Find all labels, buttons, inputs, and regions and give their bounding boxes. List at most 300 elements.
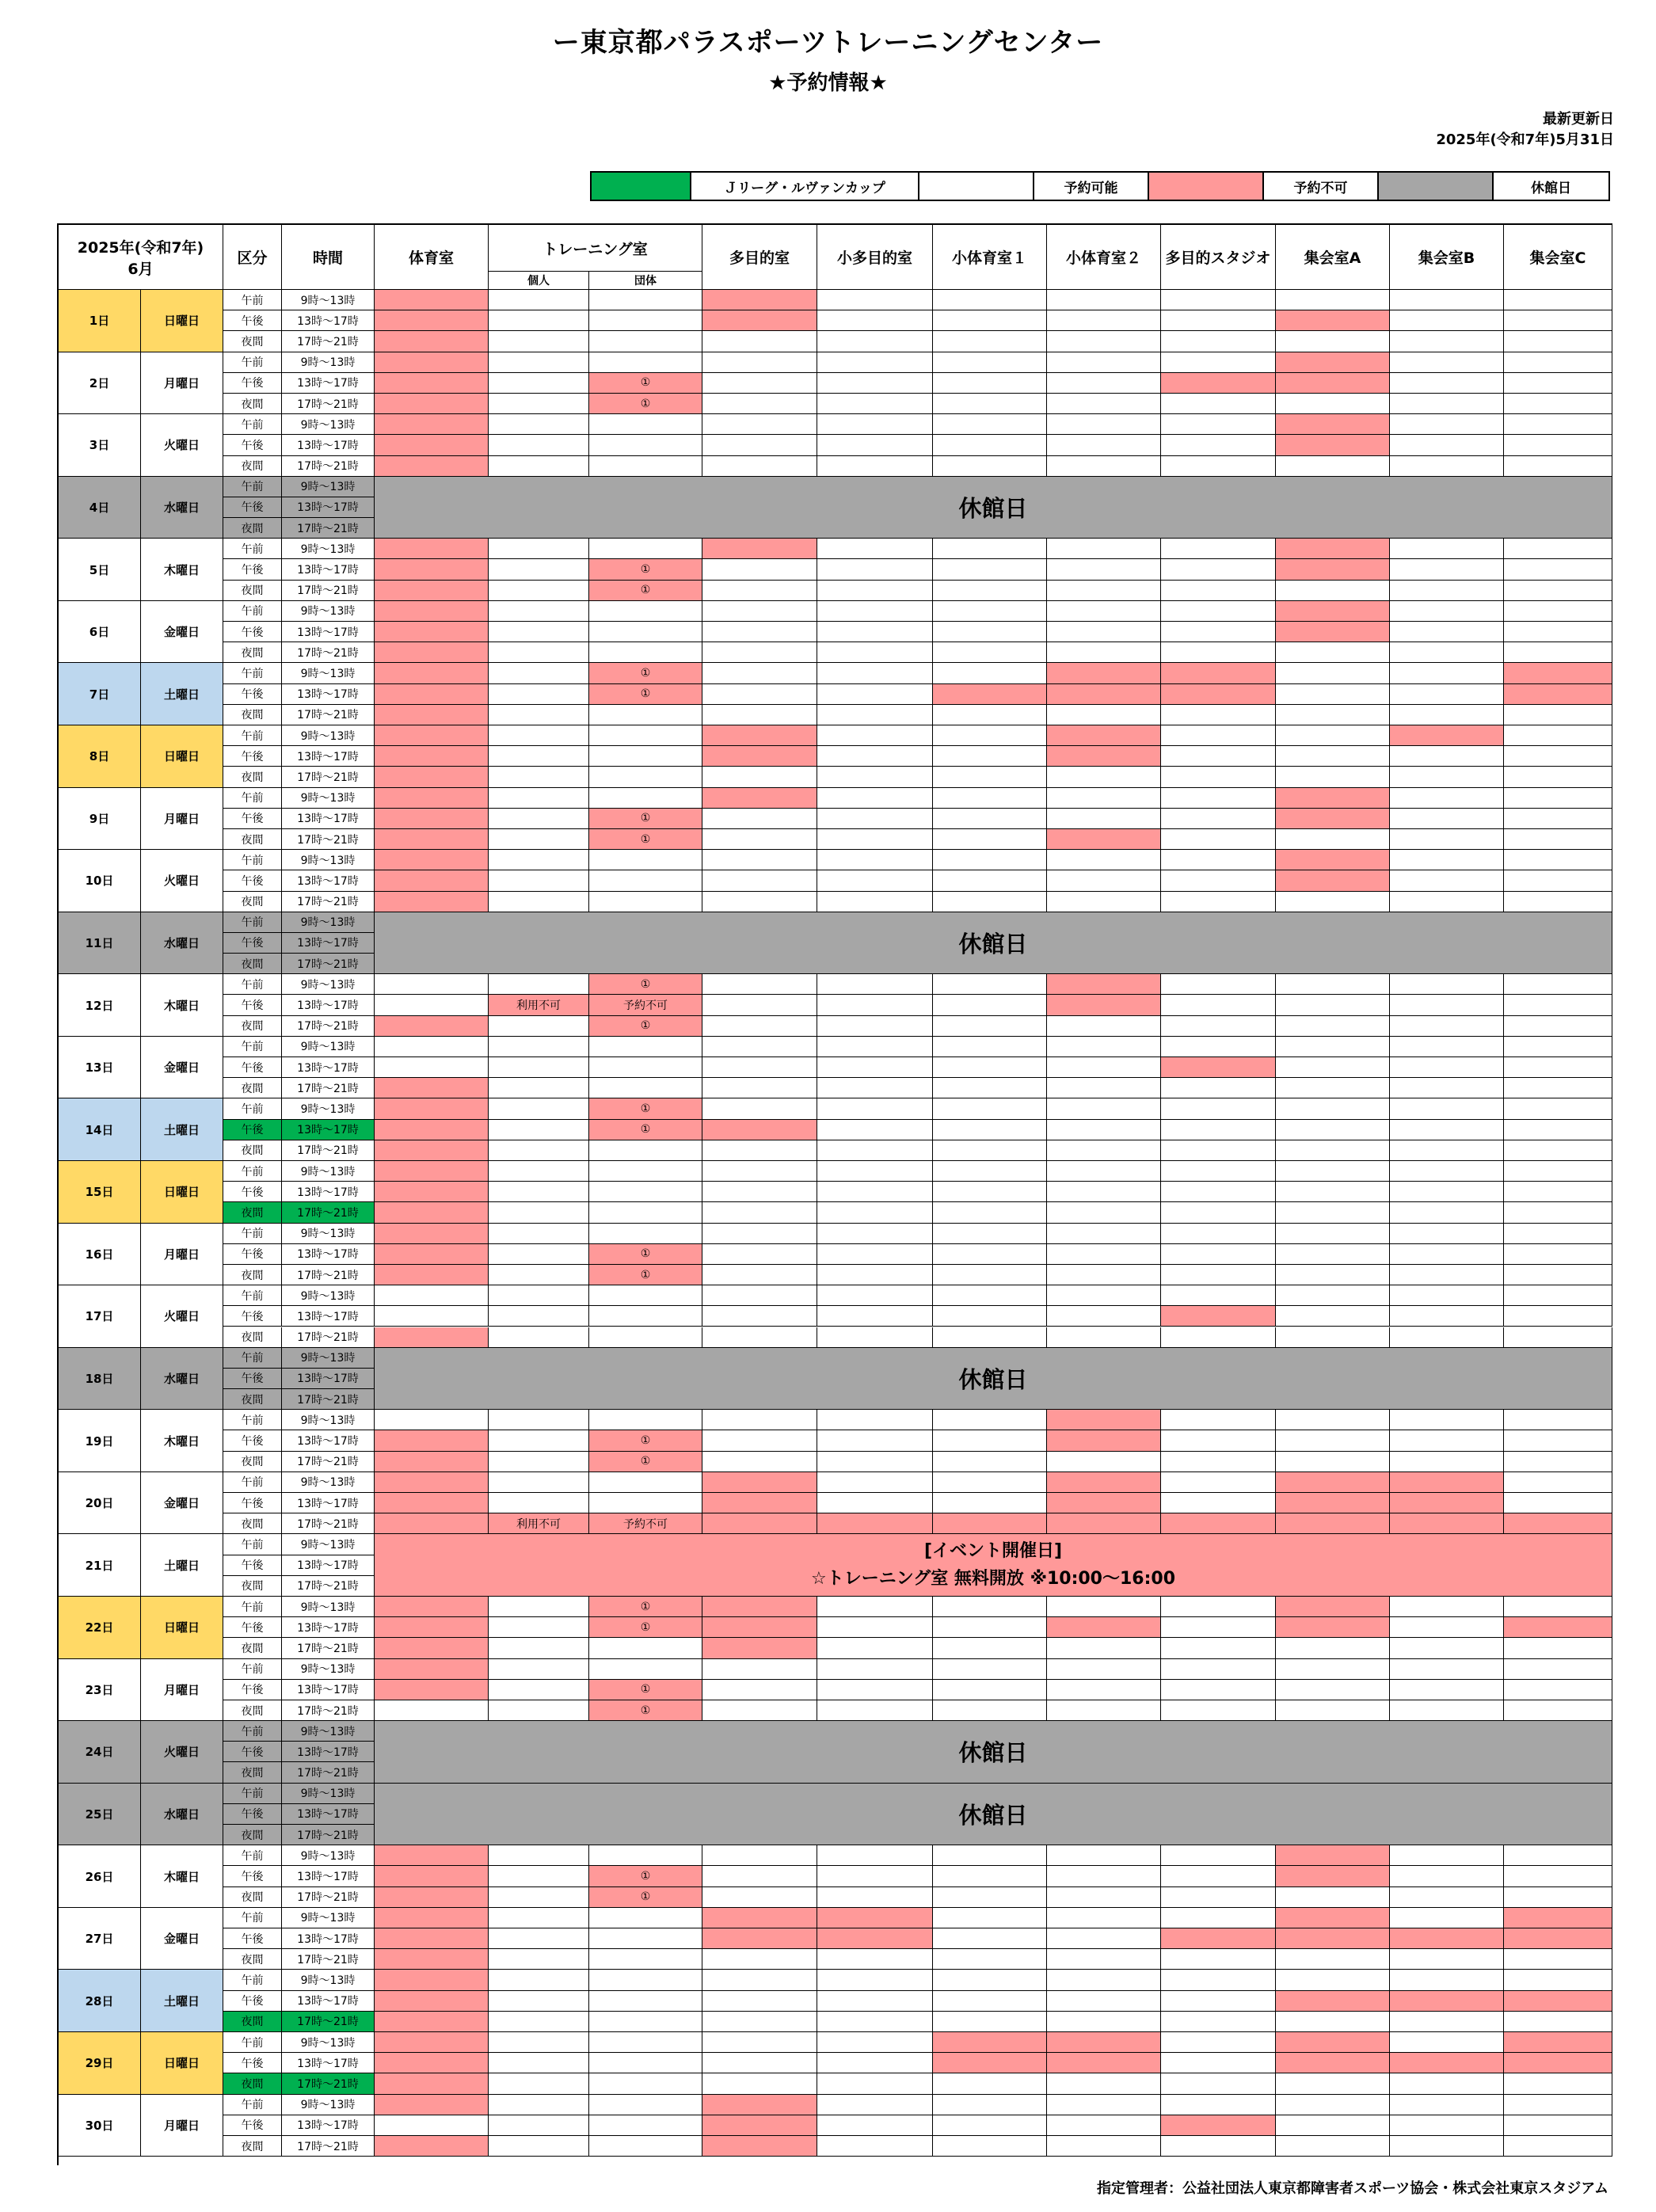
day-weekday: 火曜日 [141, 850, 223, 912]
slot-available [589, 2095, 702, 2115]
slot-available [933, 352, 1047, 373]
slot-available [933, 1493, 1047, 1513]
slot-mark-circle: ① [589, 1597, 702, 1617]
slot-available [489, 1057, 589, 1078]
slot-reserved [1276, 601, 1390, 622]
period-time: 17時～21時 [282, 1825, 375, 1845]
slot-available [702, 1845, 817, 1866]
slot-available [489, 310, 589, 331]
day-date: 2日 [59, 352, 141, 415]
slot-available [1161, 2136, 1276, 2157]
slot-available [817, 995, 933, 1015]
slot-available [1390, 539, 1504, 559]
slot-available [1390, 559, 1504, 580]
day-date: 9日 [59, 788, 141, 851]
slot-available [702, 1991, 817, 2012]
slot-reserved [702, 1928, 817, 1949]
slot-available [933, 829, 1047, 850]
slot-reserved [1161, 1306, 1276, 1327]
slot-available [489, 456, 589, 477]
slot-available [1504, 2136, 1612, 2157]
event-title: [イベント開催日] [923, 1541, 1063, 1562]
slot-available [1161, 1597, 1276, 1617]
period-label: 午前 [223, 1659, 282, 1680]
slot-available [489, 1098, 589, 1119]
slot-available [1161, 642, 1276, 663]
slot-reserved [1390, 1928, 1504, 1949]
day-weekday: 日曜日 [141, 725, 223, 788]
legend [590, 171, 1610, 201]
day-date: 30日 [59, 2095, 141, 2157]
slot-available [1390, 2032, 1504, 2053]
slot-available [1276, 1037, 1390, 1057]
slot-available [817, 1493, 933, 1513]
slot-available [817, 1306, 933, 1327]
slot-available [1047, 2012, 1161, 2032]
slot-available [1504, 1265, 1612, 1285]
slot-available [817, 2012, 933, 2032]
slot-available [817, 1638, 933, 1658]
slot-available [1276, 642, 1390, 663]
period-time: 17時～21時 [282, 954, 375, 974]
slot-available [1390, 373, 1504, 394]
slot-available [1390, 2073, 1504, 2094]
slot-available [489, 870, 589, 891]
slot-available [1390, 870, 1504, 891]
slot-available [1161, 829, 1276, 850]
period-time: 9時～13時 [282, 1534, 375, 1555]
slot-reserved [1276, 1493, 1390, 1513]
slot-available [489, 1410, 589, 1430]
slot-available [489, 1202, 589, 1223]
slot-available [489, 394, 589, 414]
slot-available [1504, 1182, 1612, 1202]
slot-unbookable: 予約不可 [589, 1513, 702, 1534]
period-label: 夜間 [223, 331, 282, 352]
slot-available [1390, 1597, 1504, 1617]
slot-available [489, 581, 589, 601]
header-room: 集会室A [1276, 225, 1390, 290]
slot-available [817, 331, 933, 352]
period-time: 9時～13時 [282, 1161, 375, 1182]
day-weekday: 木曜日 [141, 974, 223, 1037]
slot-available [1161, 1493, 1276, 1513]
slot-available [933, 705, 1047, 725]
slot-available [489, 1306, 589, 1327]
slot-available [1390, 1098, 1504, 1119]
slot-reserved [702, 2115, 817, 2136]
slot-available [1161, 331, 1276, 352]
slot-mark-circle: ① [589, 1244, 702, 1265]
day-weekday: 金曜日 [141, 1472, 223, 1535]
day-weekday: 日曜日 [141, 1161, 223, 1224]
slot-available [933, 1057, 1047, 1078]
slot-available [489, 1182, 589, 1202]
slot-available [817, 684, 933, 705]
slot-available [1276, 1120, 1390, 1140]
slot-reserved [1276, 870, 1390, 891]
slot-available [817, 663, 933, 683]
slot-available [1161, 1970, 1276, 1990]
period-label: 午前 [223, 1970, 282, 1990]
slot-reserved [1276, 1928, 1390, 1949]
slot-reserved [1161, 684, 1276, 705]
slot-available [1504, 1202, 1612, 1223]
period-label: 午前 [223, 912, 282, 933]
slot-available [489, 1866, 589, 1886]
slot-available [1504, 1970, 1612, 1990]
slot-available [589, 622, 702, 642]
period-label: 午前 [223, 1534, 282, 1555]
slot-available [489, 2095, 589, 2115]
slot-available [933, 2012, 1047, 2032]
slot-reserved [375, 310, 489, 331]
slot-available [1504, 1638, 1612, 1658]
slot-available [489, 290, 589, 310]
slot-available [1047, 1949, 1161, 1970]
day-date: 26日 [59, 1845, 141, 1908]
slot-reserved [702, 1908, 817, 1928]
period-label: 午前 [223, 850, 282, 870]
slot-available [1047, 1037, 1161, 1057]
slot-available [489, 1845, 589, 1866]
slot-available [1047, 290, 1161, 310]
slot-available [589, 1410, 702, 1430]
period-label: 午後 [223, 870, 282, 891]
slot-reserved [375, 394, 489, 414]
slot-available [489, 1452, 589, 1472]
slot-available [489, 767, 589, 787]
period-time: 9時～13時 [282, 2032, 375, 2053]
period-time: 17時～21時 [282, 1265, 375, 1285]
period-time: 13時～17時 [282, 559, 375, 580]
day-date: 7日 [59, 663, 141, 725]
slot-available [1504, 310, 1612, 331]
slot-available [1390, 435, 1504, 455]
slot-available [1047, 1327, 1161, 1348]
period-time: 17時～21時 [282, 1762, 375, 1783]
slot-reserved [1161, 663, 1276, 683]
slot-available [817, 1866, 933, 1886]
period-time: 9時～13時 [282, 1659, 375, 1680]
slot-available [1276, 1970, 1390, 1990]
slot-reserved [375, 642, 489, 663]
slot-reserved [1390, 1991, 1504, 2012]
slot-available [1161, 1244, 1276, 1265]
slot-available [702, 435, 817, 455]
slot-reserved [375, 2032, 489, 2053]
slot-available [817, 1057, 933, 1078]
period-time: 17時～21時 [282, 581, 375, 601]
slot-reserved [933, 2032, 1047, 2053]
slot-available [1161, 1659, 1276, 1680]
slot-available [1504, 705, 1612, 725]
slot-available [1276, 1078, 1390, 1098]
slot-reserved [1047, 1513, 1161, 1534]
slot-available [702, 456, 817, 477]
slot-available [1161, 310, 1276, 331]
slot-available [489, 1078, 589, 1098]
slot-available [1276, 725, 1390, 746]
slot-available [702, 1887, 817, 1908]
slot-mark-circle: ① [589, 974, 702, 995]
slot-available [702, 1016, 817, 1037]
slot-available [489, 1617, 589, 1638]
slot-available [489, 414, 589, 435]
slot-reserved [1276, 1472, 1390, 1493]
slot-available [489, 746, 589, 767]
slot-available [817, 1161, 933, 1182]
slot-available [933, 2095, 1047, 2115]
slot-reserved [1276, 1991, 1390, 2012]
slot-reserved [1504, 1908, 1612, 1928]
slot-available [1047, 642, 1161, 663]
period-label: 午後 [223, 622, 282, 642]
slot-available [933, 622, 1047, 642]
update-date: 2025年(令和7年)5月31日 [1436, 131, 1614, 148]
slot-available [589, 788, 702, 809]
period-time: 9時～13時 [282, 912, 375, 933]
slot-available [702, 1161, 817, 1182]
slot-available [1161, 995, 1276, 1015]
slot-available [1390, 2095, 1504, 2115]
period-time: 17時～21時 [282, 642, 375, 663]
slot-available [702, 1224, 817, 1244]
slot-available [1161, 1161, 1276, 1182]
slot-available [1276, 995, 1390, 1015]
slot-available [1161, 2095, 1276, 2115]
day-weekday: 月曜日 [141, 2095, 223, 2157]
slot-available [1390, 1617, 1504, 1638]
day-weekday: 火曜日 [141, 414, 223, 477]
slot-available [1390, 850, 1504, 870]
slot-reserved [1276, 1845, 1390, 1866]
slot-available [1504, 1493, 1612, 1513]
period-time: 13時～17時 [282, 622, 375, 642]
period-label: 夜間 [223, 705, 282, 725]
slot-available [1276, 1887, 1390, 1908]
period-label: 午後 [223, 1057, 282, 1078]
period-label: 夜間 [223, 954, 282, 974]
slot-reserved [1161, 1057, 1276, 1078]
period-time: 9時～13時 [282, 477, 375, 497]
slot-reserved [933, 1513, 1047, 1534]
period-time: 17時～21時 [282, 1513, 375, 1534]
period-label: 午前 [223, 1908, 282, 1928]
slot-available [933, 2115, 1047, 2136]
slot-available [1276, 1285, 1390, 1306]
slot-available [1276, 331, 1390, 352]
slot-available [489, 1991, 589, 2012]
slot-available [702, 2032, 817, 2053]
slot-available [817, 809, 933, 829]
slot-reserved [1276, 622, 1390, 642]
period-label: 夜間 [223, 767, 282, 787]
period-label: 午後 [223, 746, 282, 767]
period-time: 17時～21時 [282, 1202, 375, 1223]
period-label: 午後 [223, 809, 282, 829]
period-label: 午前 [223, 974, 282, 995]
period-time: 13時～17時 [282, 870, 375, 891]
slot-reserved [702, 1638, 817, 1658]
slot-available [1390, 331, 1504, 352]
header-room: 集会室B [1390, 225, 1504, 290]
period-time: 9時～13時 [282, 1597, 375, 1617]
slot-available [1161, 1638, 1276, 1658]
slot-reserved [375, 1845, 489, 1866]
slot-available [702, 684, 817, 705]
slot-available [702, 870, 817, 891]
slot-available [1047, 1016, 1161, 1037]
slot-available [489, 539, 589, 559]
slot-reserved [1390, 725, 1504, 746]
slot-available [1047, 1265, 1161, 1285]
slot-reserved [375, 1202, 489, 1223]
slot-available [933, 1037, 1047, 1057]
slot-available [1390, 1452, 1504, 1472]
slot-available [1390, 1700, 1504, 1721]
period-time: 13時～17時 [282, 1430, 375, 1451]
slot-reserved [375, 1098, 489, 1119]
slot-available [817, 310, 933, 331]
slot-available [489, 2032, 589, 2053]
slot-reserved [375, 829, 489, 850]
day-weekday: 月曜日 [141, 352, 223, 415]
slot-available [375, 974, 489, 995]
slot-available [1390, 601, 1504, 622]
slot-available [933, 2073, 1047, 2094]
header-kubun: 区分 [223, 225, 282, 290]
slot-reserved [375, 456, 489, 477]
slot-available [702, 581, 817, 601]
slot-available [589, 2073, 702, 2094]
period-label: 午前 [223, 788, 282, 809]
slot-available [702, 559, 817, 580]
slot-available [933, 1410, 1047, 1430]
slot-available [933, 310, 1047, 331]
period-time: 13時～17時 [282, 1555, 375, 1576]
period-time: 17時～21時 [282, 1452, 375, 1472]
slot-available [1276, 1327, 1390, 1348]
slot-available [589, 1638, 702, 1658]
period-time: 17時～21時 [282, 1327, 375, 1348]
period-label: 夜間 [223, 1452, 282, 1472]
slot-available [702, 414, 817, 435]
period-time: 17時～21時 [282, 892, 375, 912]
closed-day-band: 休館日 [375, 1721, 1612, 1784]
slot-available [1161, 850, 1276, 870]
day-date: 8日 [59, 725, 141, 788]
slot-available [1504, 642, 1612, 663]
slot-reserved [1276, 559, 1390, 580]
slot-available [589, 725, 702, 746]
slot-available [1047, 1244, 1161, 1265]
slot-reserved [375, 1617, 489, 1638]
slot-available [489, 1472, 589, 1493]
slot-available [702, 809, 817, 829]
slot-reserved [375, 581, 489, 601]
slot-available [1161, 1182, 1276, 1202]
slot-reserved [1276, 310, 1390, 331]
slot-reserved [375, 622, 489, 642]
period-time: 13時～17時 [282, 1369, 375, 1389]
slot-available [1504, 1597, 1612, 1617]
slot-reserved [375, 663, 489, 683]
slot-available [1161, 290, 1276, 310]
legend-swatch [1149, 173, 1264, 200]
slot-available [589, 2053, 702, 2073]
slot-available [1390, 767, 1504, 787]
period-time: 13時～17時 [282, 1306, 375, 1327]
header-room: 小体育室１ [933, 225, 1047, 290]
slot-available [589, 1140, 702, 1161]
slot-mark-circle: ① [589, 373, 702, 394]
slot-available [1047, 1098, 1161, 1119]
slot-reserved [375, 1597, 489, 1617]
period-time: 9時～13時 [282, 1472, 375, 1493]
slot-reserved [1047, 2053, 1161, 2073]
period-time: 13時～17時 [282, 1493, 375, 1513]
slot-available [933, 1202, 1047, 1223]
period-time: 13時～17時 [282, 1928, 375, 1949]
day-date: 18日 [59, 1348, 141, 1411]
period-label: 午前 [223, 539, 282, 559]
slot-reserved [375, 331, 489, 352]
slot-available [817, 1887, 933, 1908]
slot-available [1161, 1700, 1276, 1721]
slot-reserved [375, 414, 489, 435]
slot-available [933, 1182, 1047, 1202]
slot-available [1504, 995, 1612, 1015]
slot-available [1276, 767, 1390, 787]
slot-available [1047, 1161, 1161, 1182]
slot-reserved [1390, 1493, 1504, 1513]
legend-label: Ｊリーグ・ルヴァンカップ [691, 173, 919, 200]
slot-available [1276, 974, 1390, 995]
period-label: 午後 [223, 1306, 282, 1327]
slot-available [933, 2136, 1047, 2157]
slot-available [1390, 1265, 1504, 1285]
period-label: 午前 [223, 2095, 282, 2115]
slot-available [1504, 2095, 1612, 2115]
slot-available [1390, 1244, 1504, 1265]
slot-available [933, 581, 1047, 601]
period-label: 午後 [223, 1617, 282, 1638]
header-year-month [59, 225, 223, 290]
slot-available [1161, 456, 1276, 477]
period-label: 夜間 [223, 394, 282, 414]
slot-available [1161, 1845, 1276, 1866]
slot-available [933, 870, 1047, 891]
slot-available [1390, 2136, 1504, 2157]
slot-reserved [1504, 1928, 1612, 1949]
slot-mark-circle: ① [589, 559, 702, 580]
slot-available [817, 767, 933, 787]
slot-available [1276, 829, 1390, 850]
slot-reserved [1161, 1513, 1276, 1534]
slot-available [375, 1037, 489, 1057]
slot-available [589, 1472, 702, 1493]
slot-available [1390, 1430, 1504, 1451]
day-date: 21日 [59, 1534, 141, 1597]
period-label: 夜間 [223, 518, 282, 539]
period-label: 午後 [223, 684, 282, 705]
slot-available [702, 663, 817, 683]
slot-available [489, 1037, 589, 1057]
slot-available [702, 622, 817, 642]
period-label: 夜間 [223, 2073, 282, 2094]
slot-available [933, 1638, 1047, 1658]
